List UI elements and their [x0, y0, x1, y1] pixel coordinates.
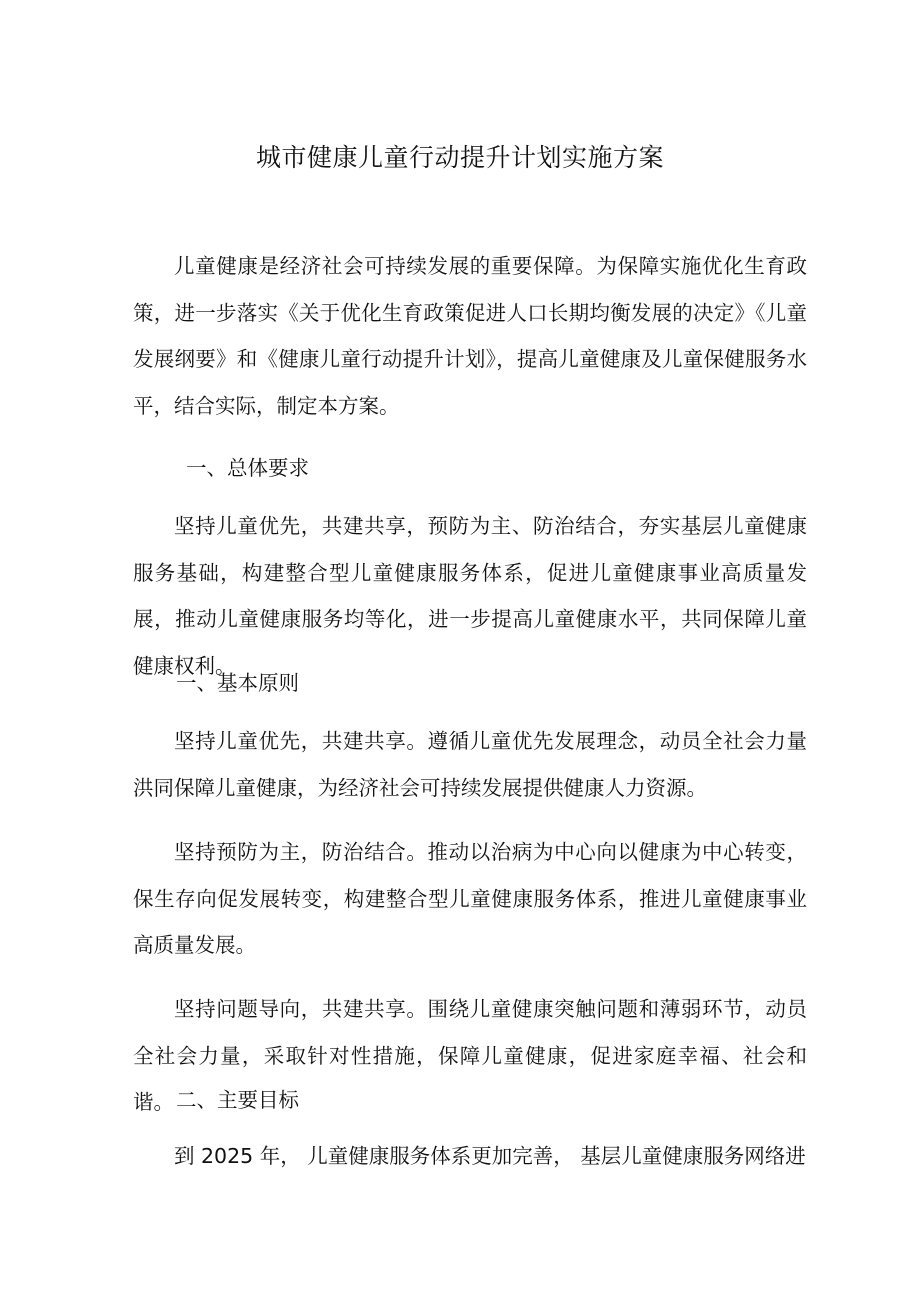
general-requirements-paragraph: 坚持儿童优先，共建共享，预防为主、防治结合，夯实基层儿童健康服务基础，构建整合型儿童健康服务体系，促进儿童健康事业高质量发展，推动儿童健康服务均等化，进一步提高儿童健康水平，共同保障儿童健康权利。 [133, 514, 807, 678]
principle-paragraph-2: 坚持预防为主，防治结合。推动以治病为中心向以健康为中心转变，保生存向促发展转变，构建整合型儿童健康服务体系，推进儿童健康事业高质量发展。 [133, 840, 807, 957]
section-heading-main-goals: 二、主要目标 [176, 1088, 299, 1112]
main-goals-paragraph: 到 2025 年， 儿童健康服务体系更加完善， 基层儿童健康服务网络进 [174, 1144, 806, 1168]
section-heading-basic-principles: 一、基本原则 [176, 671, 299, 695]
principle-paragraph-1: 坚持儿童优先，共建共享。遵循儿童优先发展理念，动员全社会力量洪同保障儿童健康，为经济社会可持续发展提供健康人力资源。 [133, 729, 807, 800]
intro-paragraph: 儿童健康是经济社会可持续发展的重要保障。为保障实施优化生育政策，进一步落实《关于优化生育政策促进人口长期均衡发展的决定》《儿童发展纲要》和《健康儿童行动提升计划》，提高儿童健康及儿童保健服务水平，结合实际，制定本方案。 [133, 254, 807, 418]
section-heading-general-requirements: 一、总体要求 [186, 456, 309, 480]
document-title: 城市健康儿童行动提升计划实施方案 [255, 143, 664, 172]
principle-paragraph-3: 坚持问题导向，共建共享。围绕儿童健康突触问题和薄弱环节，动员全社会力量，采取针对性措施，保障儿童健康，促进家庭幸福、社会和谐。 [133, 997, 807, 1114]
